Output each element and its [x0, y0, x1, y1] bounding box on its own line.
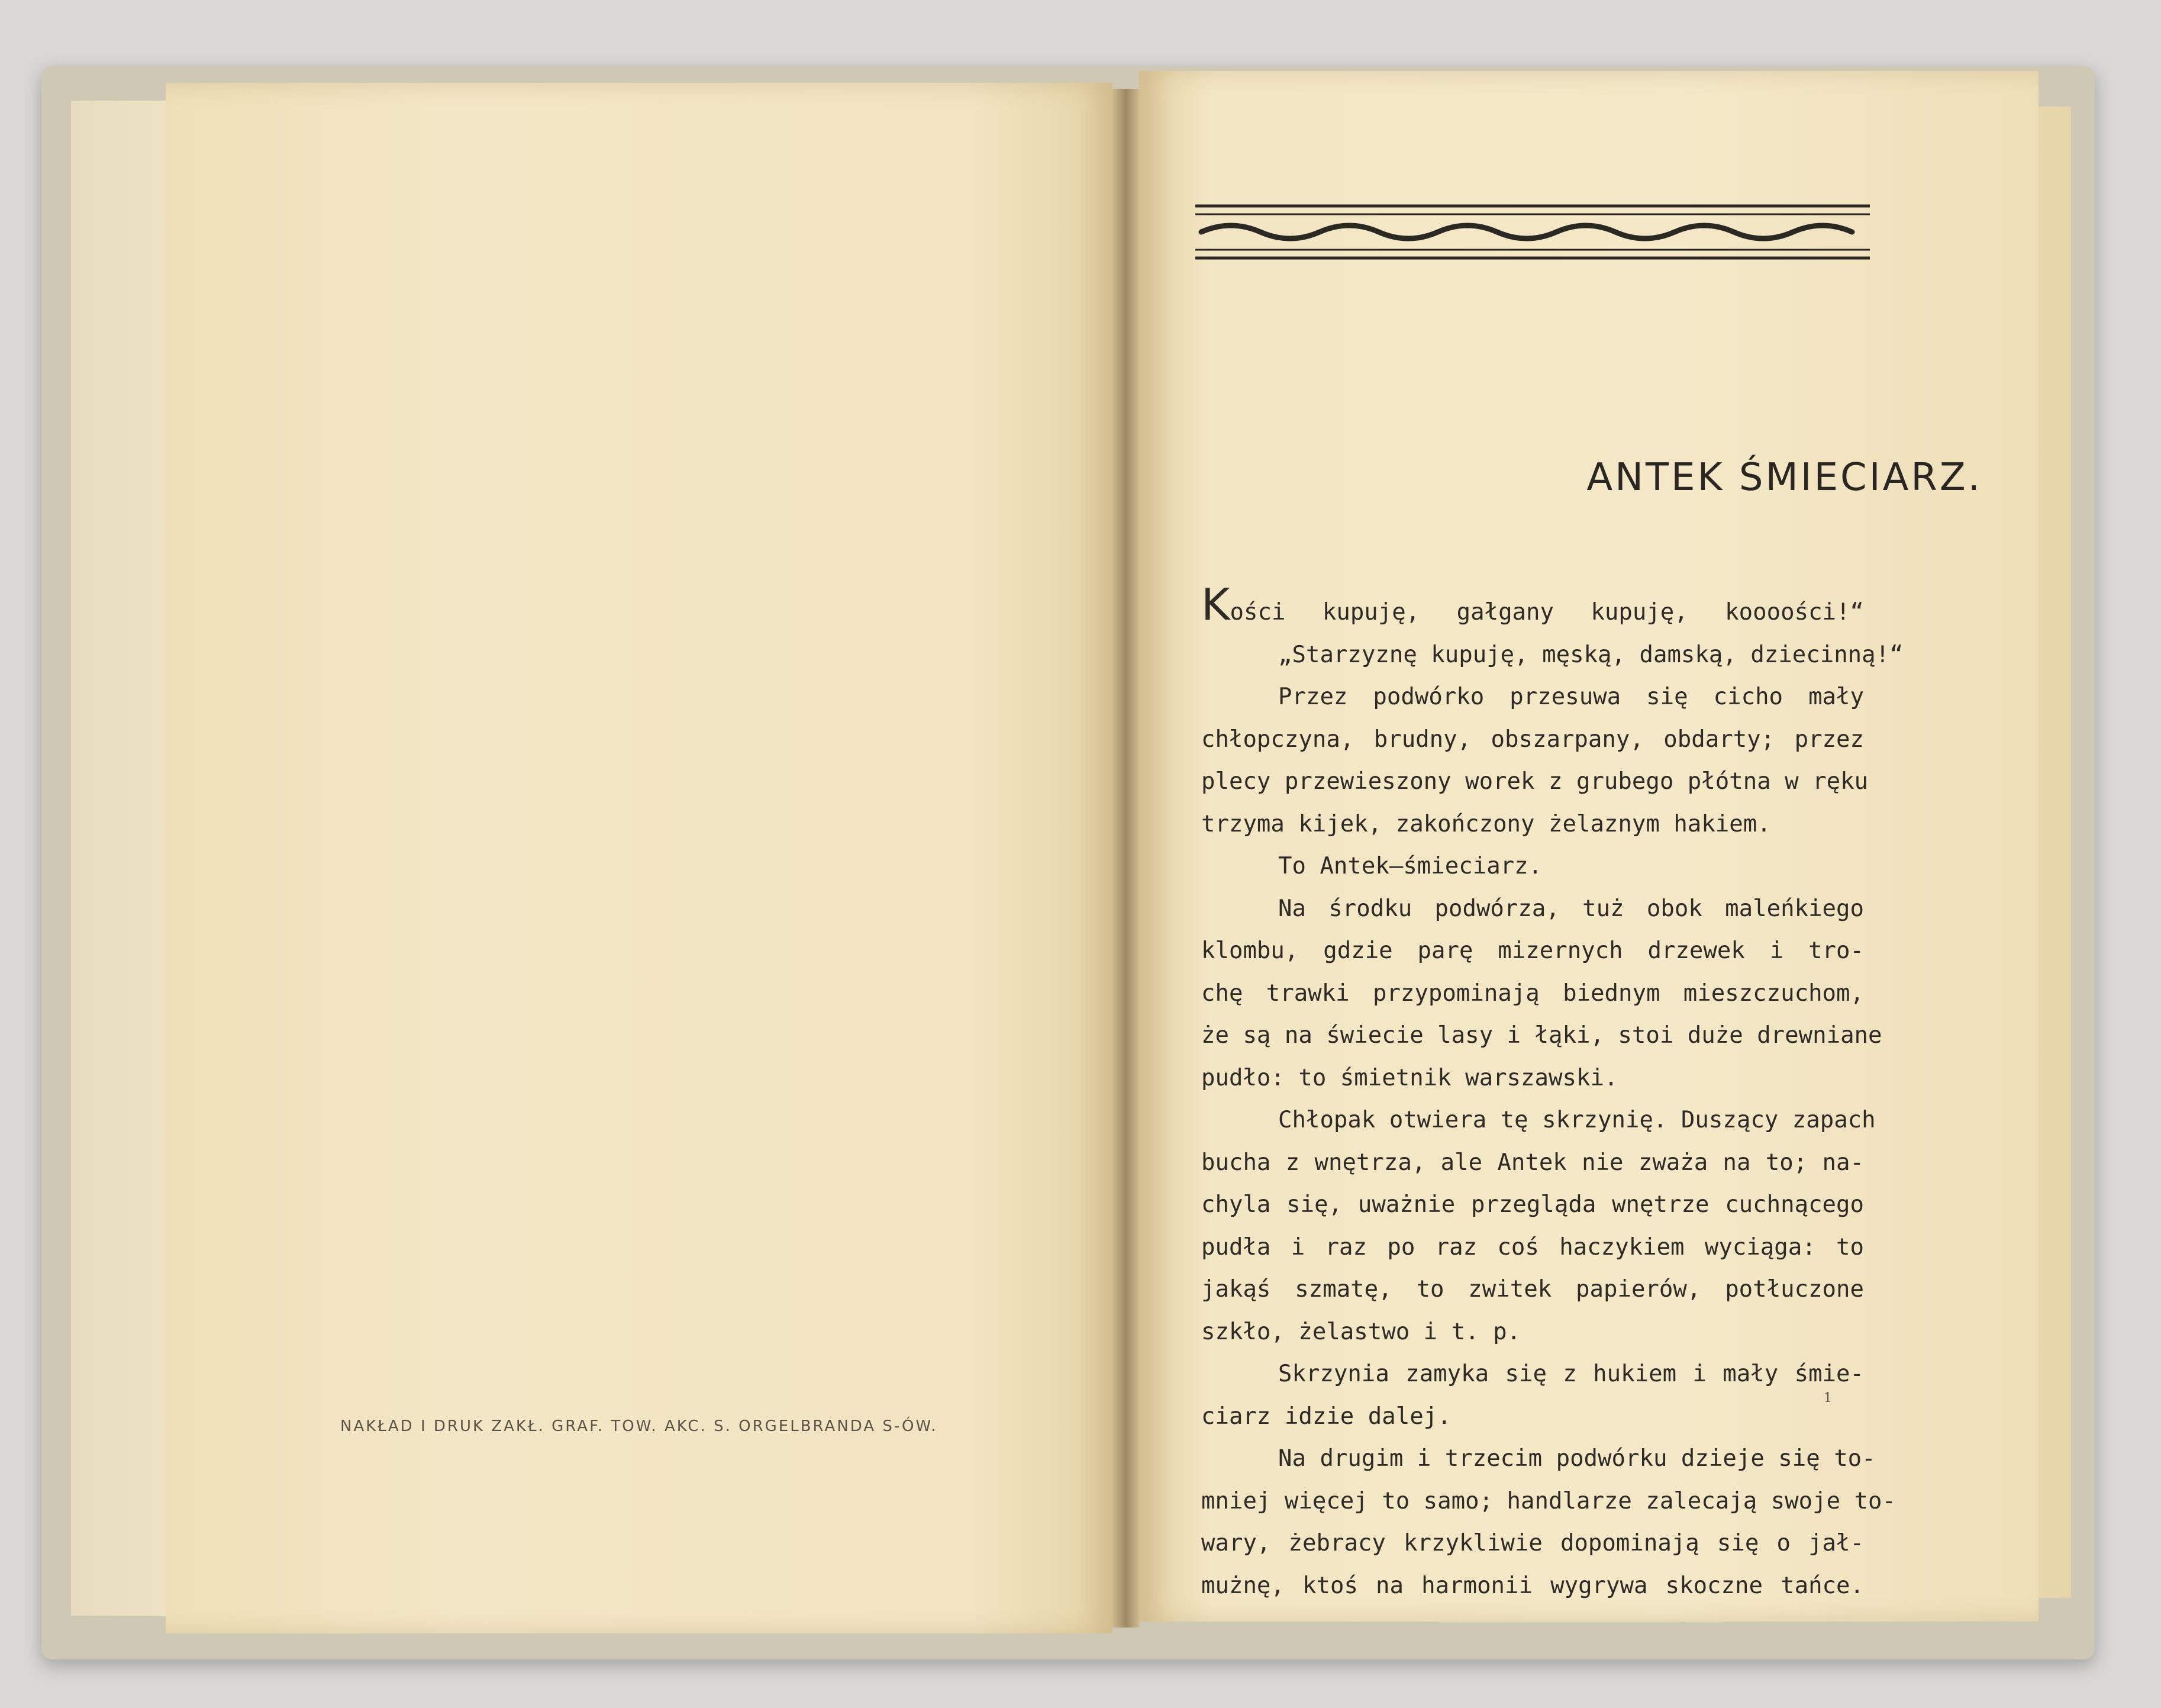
text-line: plecy przewieszony worek z grubego płótna w ręku — [1201, 768, 1869, 795]
text-line: chyla się, uważnie przegląda wnętrze cuchnącego — [1201, 1191, 1864, 1218]
text-line: mużnę, ktoś na harmonii wygrywa skoczne tańce. — [1201, 1572, 1864, 1599]
text-line: klombu, gdzie parę mizernych drzewek i tro- — [1201, 937, 1864, 964]
text-line: trzyma kijek, zakończony żelaznym hakiem. — [1201, 810, 1771, 837]
text-line: że są na świecie lasy i łąki, stoi duże drewniane — [1201, 1022, 1882, 1049]
text-line: „Starzyznę kupuję, męską, damską, dziecinną!“ — [1278, 641, 1904, 668]
text-line: Na środku podwórza, tuż obok maleńkiego — [1278, 895, 1864, 922]
text-line: bucha z wnętrza, ale Antek nie zważa na to; na- — [1201, 1149, 1864, 1176]
text-line: Na drugim i trzecim podwórku dzieje się to- — [1278, 1445, 1876, 1472]
text-line: Chłopak otwiera tę skrzynię. Duszący zapach — [1278, 1107, 1876, 1133]
text-line: pudła i raz po raz coś haczykiem wyciąga: to — [1201, 1233, 1864, 1261]
printer-imprint: NAKŁAD I DRUK ZAKŁ. GRAF. TOW. AKC. S. ORGELBRANDA S-ÓW. — [340, 1417, 938, 1435]
text-line: To Antek—śmieciarz. — [1278, 853, 1543, 879]
text-line: Przez podwórko przesuwa się cicho mały — [1278, 684, 1864, 710]
left-page — [166, 83, 1112, 1633]
text-line: Skrzynia zamyka się z hukiem i mały śmie- — [1278, 1361, 1864, 1387]
text-line-first: Kości kupuję, gałgany kupuję, koooości!“ — [1201, 579, 1864, 630]
text-line: chę trawki przypominają biednym mieszczuchom, — [1201, 979, 1864, 1007]
text-line: jakąś szmatę, to zwitek papierów, potłuczone — [1201, 1276, 1864, 1303]
text-line: wary, żebracy krzykliwie dopominają się o jał- — [1201, 1530, 1864, 1556]
page-number: 1 — [1824, 1391, 1832, 1406]
text-line: szkło, żelastwo i t. p. — [1201, 1318, 1521, 1345]
text-line: chłopczyna, brudny, obszarpany, obdarty; przez — [1201, 726, 1864, 753]
body-text — [1201, 579, 1904, 1607]
decorative-header-ornament — [1195, 195, 1870, 266]
text-line: pudło: to śmietnik warszawski. — [1201, 1064, 1618, 1091]
drop-cap: K — [1201, 579, 1230, 630]
chapter-title: ANTEK ŚMIECIARZ. — [1586, 456, 1982, 499]
book-spine — [1112, 89, 1139, 1628]
text-line: ciarz idzie dalej. — [1201, 1403, 1452, 1430]
text-line: mniej więcej to samo; handlarze zalecają swoje to- — [1201, 1487, 1896, 1514]
